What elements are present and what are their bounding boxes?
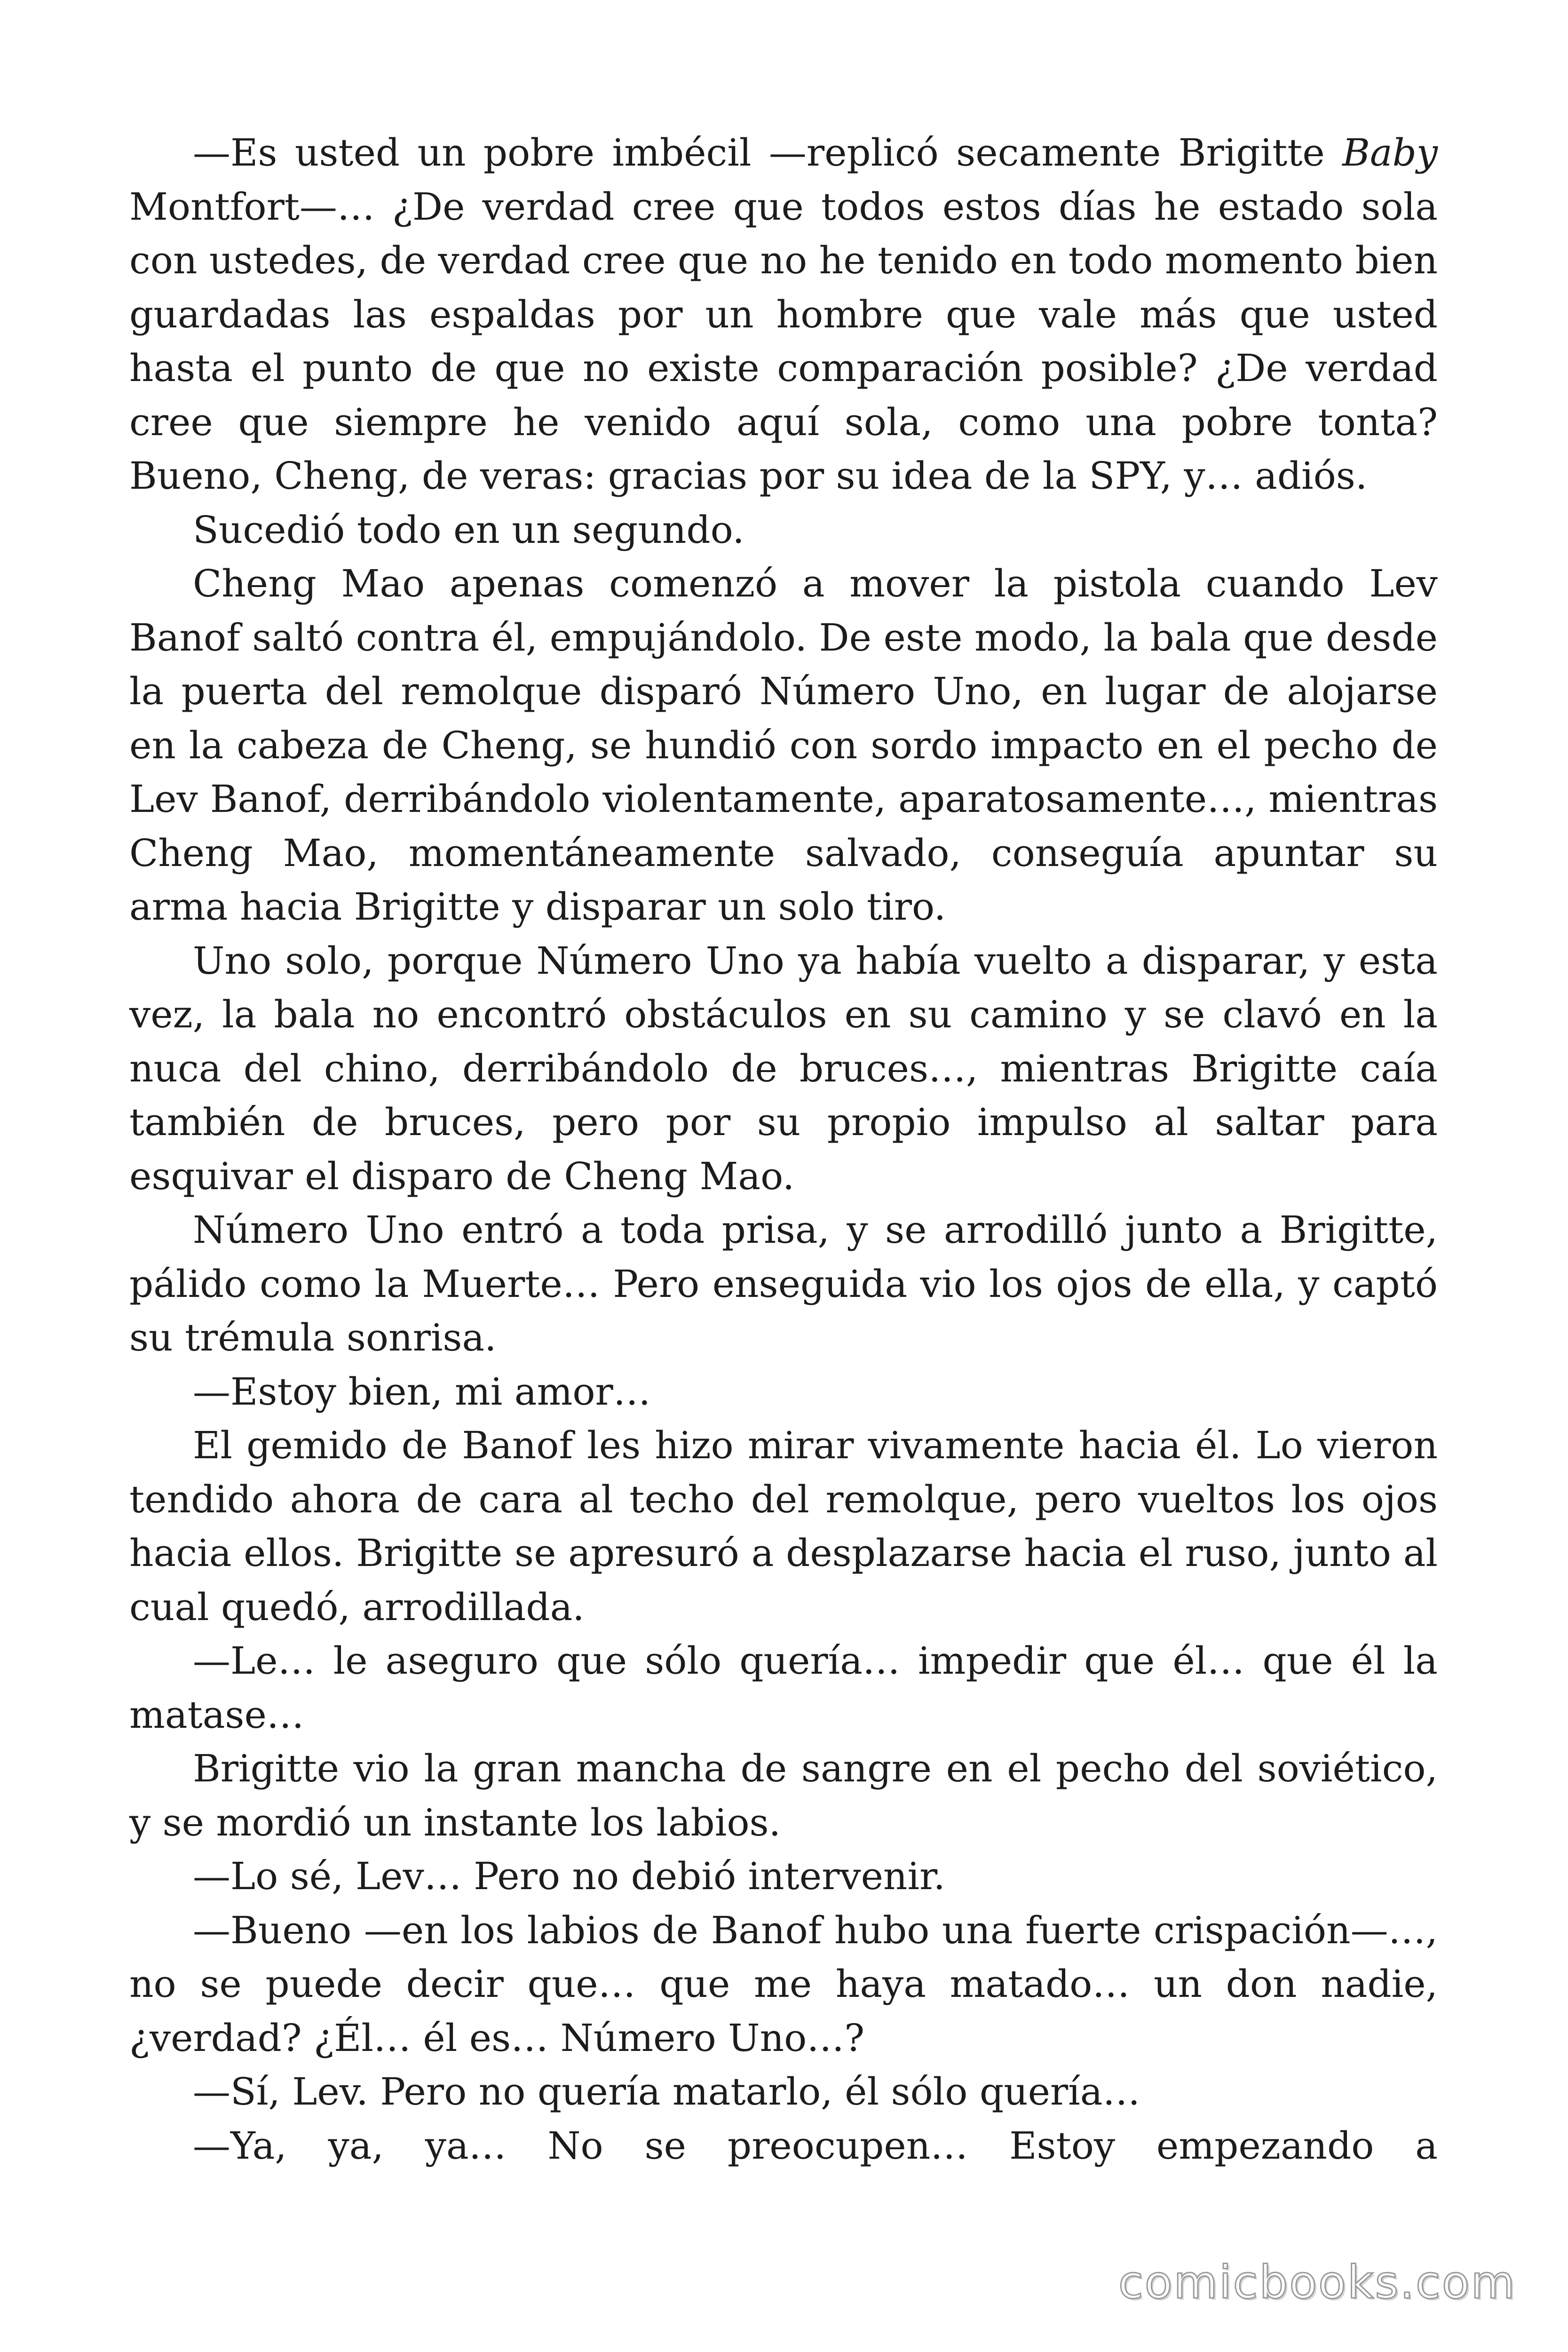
page-body-text [129,126,1438,2173]
paragraph-10: —Lo sé, Lev… Pero no debió intervenir. [193,1854,945,1898]
paragraph-5: Número Uno entró a toda prisa, y se arrodilló junto a Brigitte, pálido como la Muerte… Pero enseguida vio los ojos de ella, y captó su trémula sonrisa. [129,1208,1438,1359]
paragraph-1-before: —Es usted un pobre imbécil —replicó secamente Brigitte [193,131,1343,175]
paragraph-12: —Sí, Lev. Pero no quería matarlo, él sólo quería… [193,2070,1140,2114]
paragraph-11: —Bueno —en los labios de Banof hubo una fuerte crispación—…, no se puede decir que… que me haya matado… un don nadie, ¿verdad? ¿Él… él es… Número Uno…? [129,1908,1438,2060]
watermark-logo: comicbooks.com [1118,2256,1516,2309]
paragraph-7: El gemido de Banof les hizo mirar vivamente hacia él. Lo vieron tendido ahora de cara al techo del remolque, pero vueltos los ojos hacia ellos. Brigitte se apresuró a desplazarse hacia el ruso, junto al cual quedó, arrodillada. [129,1423,1438,1629]
paragraph-3: Cheng Mao apenas comenzó a mover la pistola cuando Lev Banof saltó contra él, empujándolo. De este modo, la bala que desde la puerta del remolque disparó Número Uno, en lugar de alojarse en la cabeza de Cheng, se hundió con sordo impacto en el pecho de Lev Banof, derribándolo violentamente, aparatosamente…, mientras Cheng Mao, momentáneamente salvado, conseguía apuntar su arma hacia Brigitte y disparar un solo tiro. [129,562,1438,929]
paragraph-1-after: Montfort—… ¿De verdad cree que todos estos días he estado sola con ustedes, de verdad cree que no he tenido en todo momento bien guardadas las espaldas por un hombre que vale más que usted hasta el punto de que no existe comparación posible? ¿De verdad cree que siempre he venido aquí sola, como una pobre tonta? Bueno, Cheng, de veras: gracias por su idea de la SPY, y… adiós. [129,184,1438,498]
paragraph-1 [129,126,1438,503]
paragraph-13: —Ya, ya, ya… No se preocupen… Estoy empezando a [193,2123,1438,2168]
paragraph-6: —Estoy bien, mi amor… [193,1369,651,1414]
paragraph-1-italic: Baby [1342,131,1438,175]
paragraph-4: Uno solo, porque Número Uno ya había vuelto a disparar, y esta vez, la bala no encontró obstáculos en su camino y se clavó en la nuca del chino, derribándolo de bruces…, mientras Brigitte caía también de bruces, pero por su propio impulso al saltar para esquivar el disparo de Cheng Mao. [129,938,1438,1198]
paragraph-8: —Le… le aseguro que sólo quería… impedir que él… que él la matase… [129,1639,1438,1737]
paragraph-2: Sucedió todo en un segundo. [193,508,744,552]
paragraph-9: Brigitte vio la gran mancha de sangre en el pecho del soviético, y se mordió un instante los labios. [129,1747,1438,1844]
